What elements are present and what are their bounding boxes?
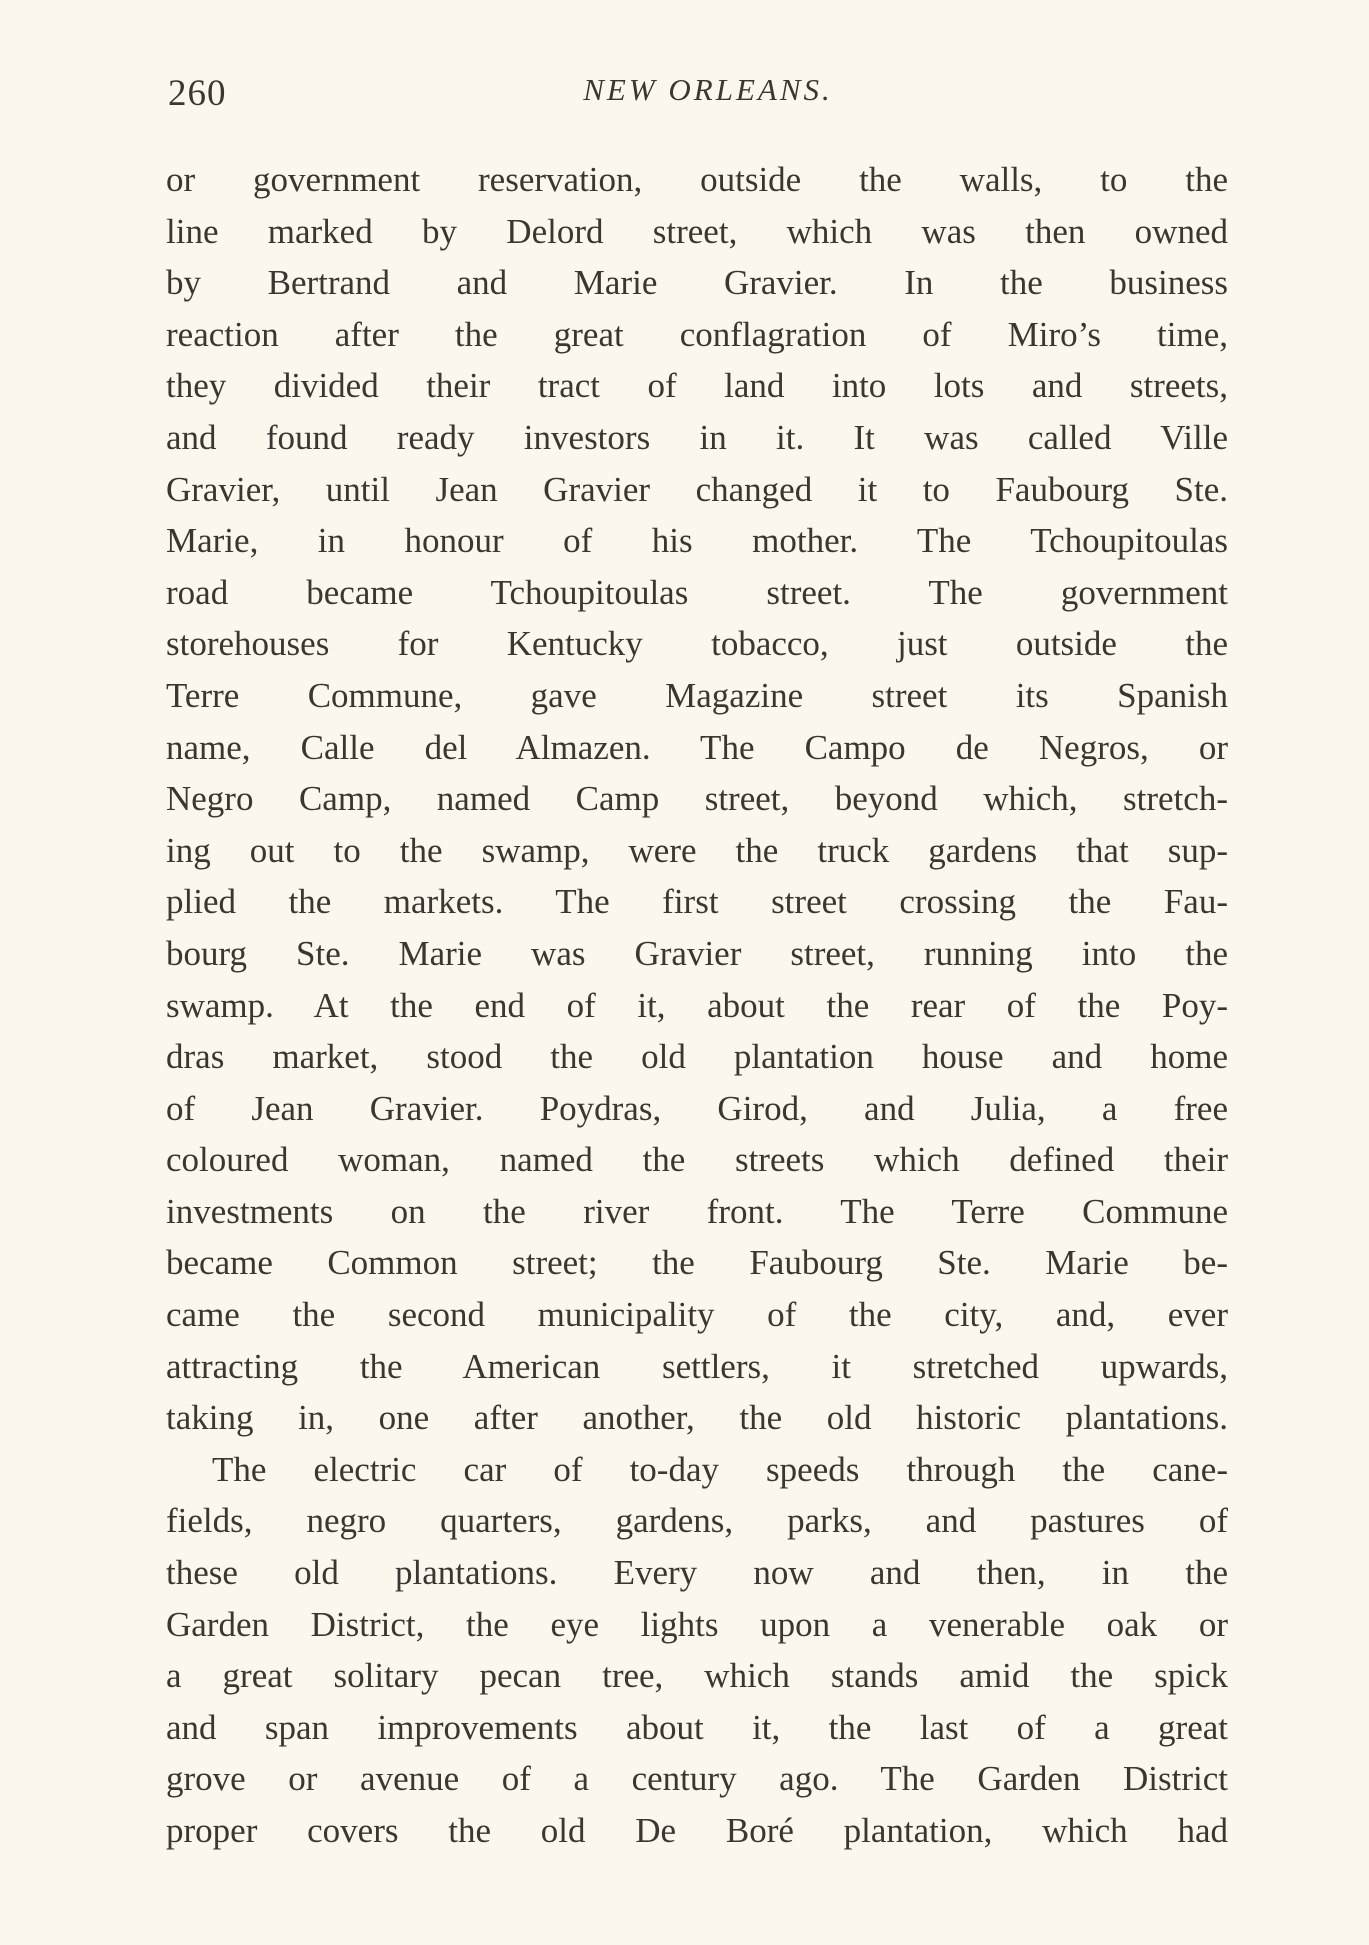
text-line: dras market, stood the old plantation house and home (166, 1037, 1228, 1077)
text-line: and span improvements about it, the last of a great (166, 1707, 1228, 1747)
text-line: reaction after the great conflagration of Miro’s time, (166, 314, 1228, 354)
text-line: Gravier, until Jean Gravier changed it to Faubourg Ste. (166, 469, 1228, 509)
text-line: proper covers the old De Boré plantation, which had (166, 1811, 1228, 1850)
text-line: of Jean Gravier. Poydras, Girod, and Julia, a free (166, 1088, 1228, 1128)
text-line: road became Tchoupitoulas street. The government (166, 572, 1228, 612)
text-line: grove or avenue of a century ago. The Garden District (166, 1759, 1228, 1799)
text-line: by Bertrand and Marie Gravier. In the business (166, 263, 1228, 303)
running-head: NEW ORLEANS. (583, 72, 833, 107)
text-line: a great solitary pecan tree, which stands amid the spick (166, 1656, 1228, 1696)
text-line: they divided their tract of land into lots and streets, (166, 366, 1228, 406)
text-line: Garden District, the eye lights upon a venerable oak or (166, 1604, 1228, 1644)
body-text (166, 154, 1228, 1857)
text-line: Marie, in honour of his mother. The Tchoupitoulas (166, 521, 1228, 561)
text-line: name, Calle del Almazen. The Campo de Negros, or (166, 727, 1228, 767)
page-number: 260 (168, 73, 227, 114)
text-line: ing out to the swamp, were the truck gardens that sup- (166, 830, 1228, 870)
text-line: line marked by Delord street, which was then owned (166, 211, 1228, 251)
text-line: bourg Ste. Marie was Gravier street, running into the (166, 933, 1228, 973)
text-line: Terre Commune, gave Magazine street its Spanish (166, 675, 1228, 715)
text-line: attracting the American settlers, it stretched upwards, (166, 1346, 1228, 1386)
text-line: investments on the river front. The Terre Commune (166, 1191, 1228, 1231)
text-line: Negro Camp, named Camp street, beyond which, stretch- (166, 779, 1228, 819)
text-line: taking in, one after another, the old historic plantations. (166, 1398, 1228, 1438)
text-line: plied the markets. The first street crossing the Fau- (166, 882, 1228, 922)
text-line: coloured woman, named the streets which defined their (166, 1140, 1228, 1180)
text-line: storehouses for Kentucky tobacco, just outside the (166, 624, 1228, 664)
text-line: came the second municipality of the city, and, ever (166, 1295, 1228, 1335)
text-line: and found ready investors in it. It was called Ville (166, 417, 1228, 457)
page-header (168, 72, 1228, 124)
text-line: or government reservation, outside the walls, to the (166, 160, 1228, 199)
text-line-paragraph-start: The electric car of to-day speeds through the cane- (212, 1449, 1228, 1489)
text-line: fields, negro quarters, gardens, parks, and pastures of (166, 1501, 1228, 1541)
text-line: became Common street; the Faubourg Ste. Marie be- (166, 1243, 1228, 1283)
text-line: swamp. At the end of it, about the rear of the Poy- (166, 985, 1228, 1025)
text-line: these old plantations. Every now and then, in the (166, 1553, 1228, 1593)
